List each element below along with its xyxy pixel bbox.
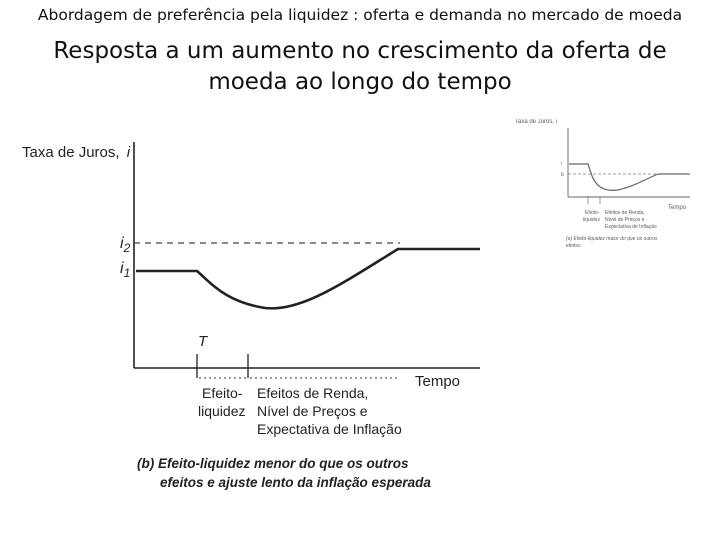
thumb-level-i: i [561, 161, 563, 167]
thumb-caption: (a) Efeito-liquidez maior do que os outros efeitos [566, 236, 658, 249]
title-line-1: Resposta a um aumento no crescimento da oferta de [53, 38, 667, 64]
level-i2-label: $i_2$ [120, 235, 131, 255]
slide-header: Abordagem de preferência pela liquidez : oferta e demanda no mercado de moeda [37, 6, 683, 24]
time-marker-T: T [198, 333, 208, 350]
title-line-2: moeda ao longo do tempo [208, 69, 512, 95]
main-diagram [22, 142, 480, 490]
figure-caption: (b) Efeito-liquidez menor do que os outros efeitos e ajuste lento da inflação esperada [137, 456, 431, 490]
thumb-level-b: b [561, 172, 564, 178]
other-effects-label: Efeitos de Renda, Nível de Preços e Expectativa de Inflação [257, 385, 402, 437]
liquidity-effect-label: Efeito- liquidez [198, 385, 246, 419]
thumb-x-axis-label: Tempo [668, 205, 687, 211]
y-axis-symbol: i [126, 144, 131, 161]
thumb-other-effects-label: Efeitos de Renda, Nível de Preços e Expectativa de Inflação [605, 210, 657, 230]
y-axis-label: Taxa de Juros, i [22, 144, 131, 161]
x-axis-label: Tempo [415, 373, 461, 390]
thumb-y-axis-label: Taxa de Juros, i [515, 119, 558, 125]
thumb-interest-rate-path [569, 164, 690, 190]
thumbnail-diagram [515, 119, 690, 249]
thumb-liquidity-effect-label: Efeito- liquidez [583, 210, 600, 223]
level-i1-label: $i_1$ [120, 260, 131, 280]
interest-rate-path [136, 249, 480, 308]
